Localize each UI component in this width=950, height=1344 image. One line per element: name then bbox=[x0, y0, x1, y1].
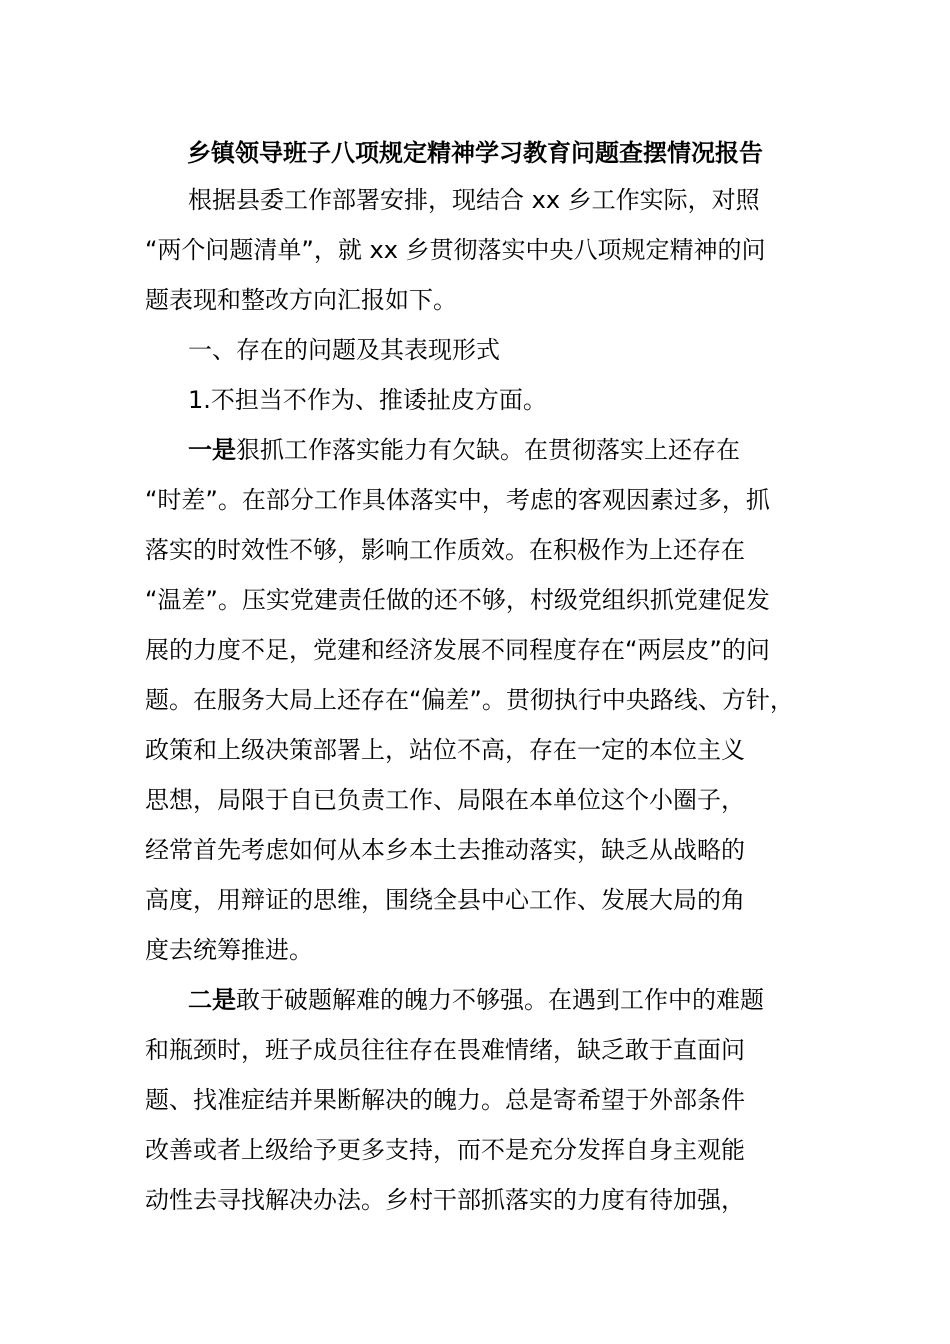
point-1-line: 政策和上级决策部署上，站位不高，存在一定的本位主义 bbox=[145, 736, 745, 764]
point-1-line: 度去统筹推进。 bbox=[145, 936, 313, 964]
intro-line-3: 题表现和整改方向汇报如下。 bbox=[145, 286, 457, 314]
point-1-line: 经常首先考虑如何从本乡本土去推动落实，缺乏从战略的 bbox=[145, 836, 745, 864]
point-2-line: 题、找准症结并果断解决的魄力。总是寄希望于外部条件 bbox=[145, 1086, 745, 1114]
point-1-first-line-text: 狠抓工作落实能力有欠缺。在贯彻落实上还存在 bbox=[236, 436, 740, 464]
point-2-first-line bbox=[188, 980, 764, 1020]
point-1-first-line bbox=[188, 430, 740, 470]
point-2-first-line-text: 敢于破题解难的魄力不够强。在遇到工作中的难题 bbox=[236, 986, 764, 1014]
subsection-1-heading: 1.不担当不作为、推诿扯皮方面。 bbox=[188, 386, 547, 414]
point-1-line: 题。在服务大局上还存在“偏差”。贯彻执行中央路线、方针， bbox=[145, 686, 794, 714]
document-title: 乡镇领导班子八项规定精神学习教育问题查摆情况报告 bbox=[187, 139, 763, 167]
point-1-line: 思想，局限于自已负责工作、局限在本单位这个小圈子， bbox=[145, 786, 745, 814]
point-1-line: 落实的时效性不够，影响工作质效。在积极作为上还存在 bbox=[145, 536, 745, 564]
point-1-line: 展的力度不足，党建和经济发展不同程度存在“两层皮”的问 bbox=[145, 636, 770, 664]
intro-line-1: 根据县委工作部署安排，现结合 xx 乡工作实际，对照 bbox=[188, 186, 760, 214]
point-1-lead: 一是 bbox=[188, 436, 236, 464]
point-1-line: “时差”。在部分工作具体落实中，考虑的客观因素过多，抓 bbox=[145, 486, 770, 514]
point-1-line: 高度，用辩证的思维，围绕全县中心工作、发展大局的角 bbox=[145, 886, 745, 914]
point-2-line: 和瓶颈时，班子成员往往存在畏难情绪，缺乏敢于直面问 bbox=[145, 1036, 745, 1064]
section-1-heading: 一、存在的问题及其表现形式 bbox=[188, 336, 500, 364]
point-2-line: 改善或者上级给予更多支持，而不是充分发挥自身主观能 bbox=[145, 1136, 745, 1164]
point-1-line: “温差”。压实党建责任做的还不够，村级党组织抓党建促发 bbox=[145, 586, 770, 614]
point-2-line: 动性去寻找解决办法。乡村干部抓落实的力度有待加强， bbox=[145, 1186, 745, 1214]
intro-line-2: “两个问题清单”，就 xx 乡贯彻落实中央八项规定精神的问 bbox=[145, 236, 766, 264]
point-2-lead: 二是 bbox=[188, 986, 236, 1014]
